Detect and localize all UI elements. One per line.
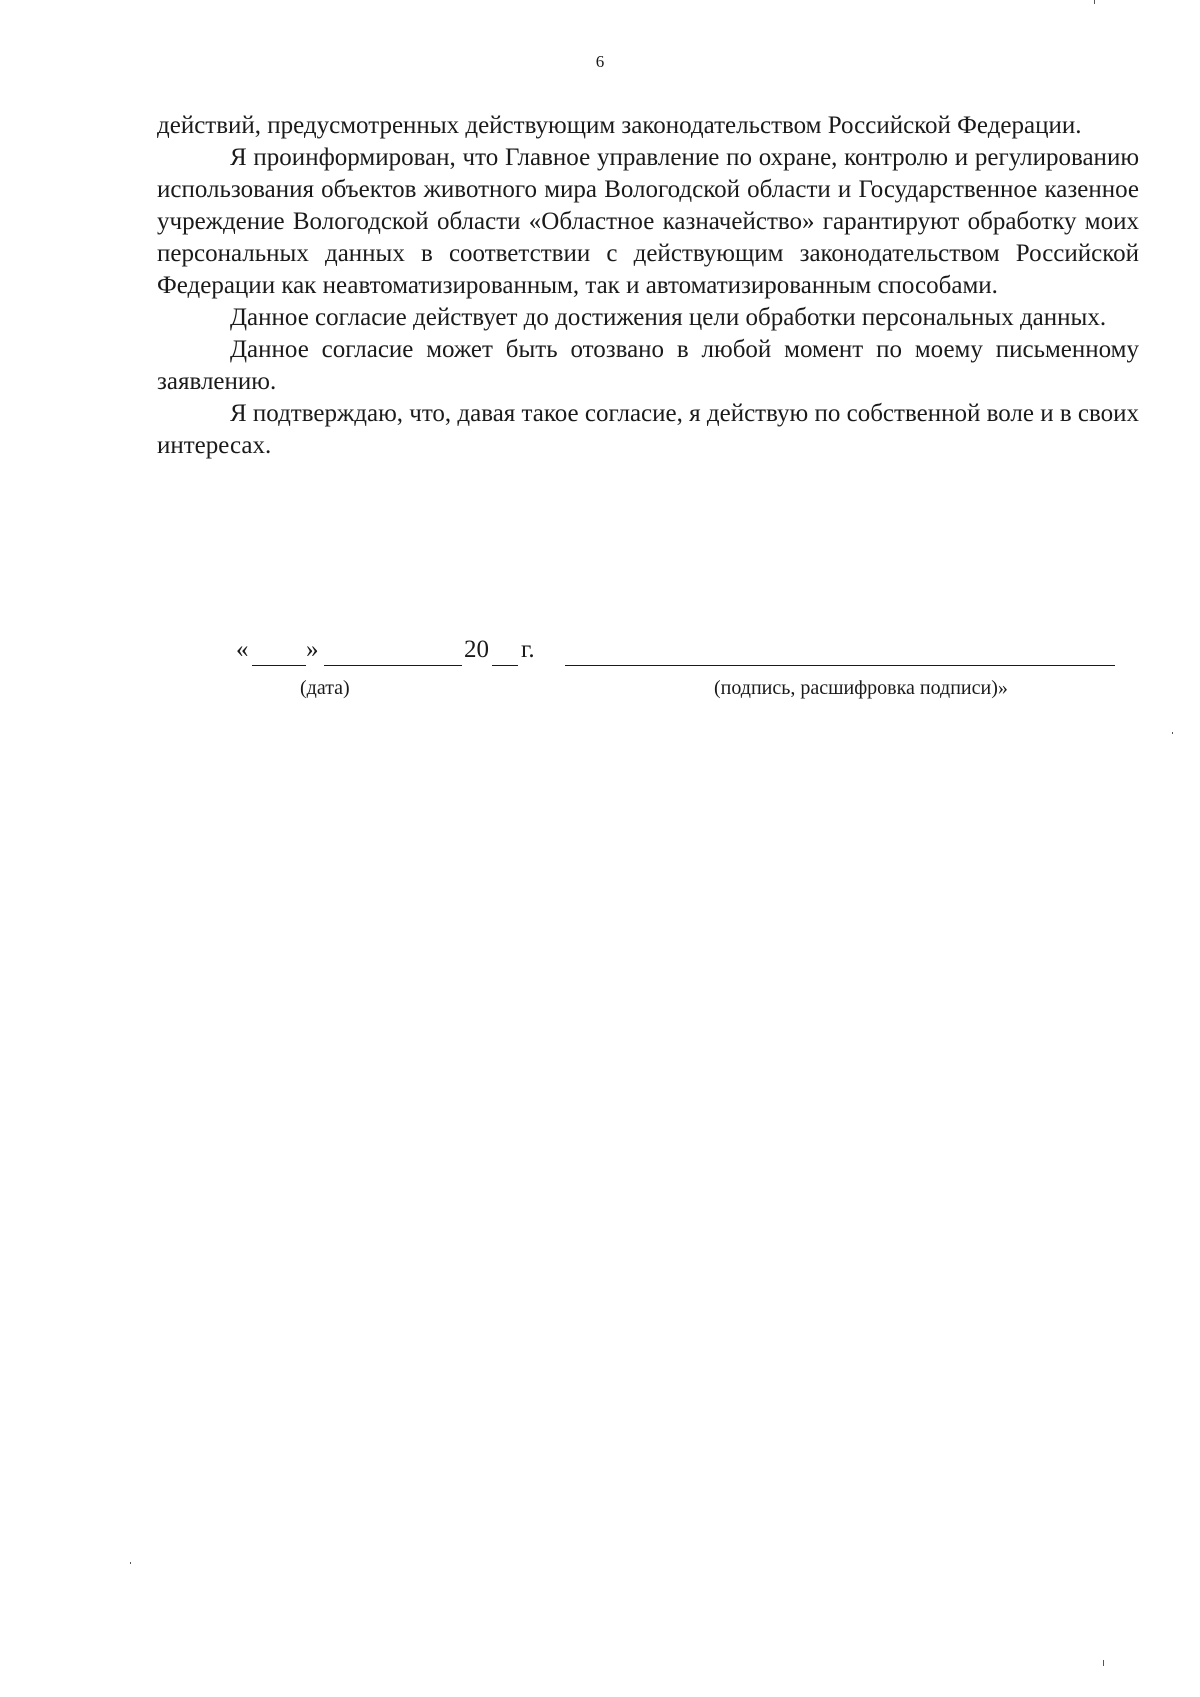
scan-speck bbox=[130, 1562, 131, 1564]
day-blank-line[interactable] bbox=[252, 665, 306, 666]
date-open-quote: « bbox=[236, 636, 249, 663]
consent-text bbox=[157, 110, 1139, 462]
date-close-quote: » bbox=[306, 636, 319, 663]
signature-caption: (подпись, расшифровка подписи)» bbox=[714, 677, 1008, 699]
year-blank-line[interactable] bbox=[492, 665, 518, 666]
signature-blank-line[interactable] bbox=[565, 665, 1115, 666]
year-suffix: г. bbox=[521, 636, 535, 663]
paragraph-processing-guarantee: Я проинформирован, что Главное управление по охране, контролю и регулированию использования объектов животного мира Вологодской области и Государственное казенное учреждение Вологодской области «Областное казначейство» гарантируют обработку моих персональных данных в соответствии с действующим законодательством Российской Федерации как неавтоматизированным, так и автоматизированным способами. bbox=[157, 144, 1139, 299]
paragraph-continuation: действий, предусмотренных действующим законодательством Российской Федерации. bbox=[157, 112, 1082, 139]
date-caption: (дата) bbox=[300, 677, 350, 699]
scan-speck bbox=[1103, 1660, 1104, 1666]
scan-speck bbox=[1172, 732, 1173, 734]
page-number: 6 bbox=[595, 52, 605, 71]
year-prefix: 20 bbox=[464, 636, 489, 663]
signature-row bbox=[0, 634, 1200, 674]
paragraph-consent-duration: Данное согласие действует до достижения цели обработки персональных данных. bbox=[230, 304, 1107, 331]
paragraph-consent-revocation: Данное согласие может быть отозвано в любой момент по моему письменному заявлению. bbox=[157, 336, 1139, 395]
scan-speck bbox=[1094, 0, 1095, 4]
month-blank-line[interactable] bbox=[324, 665, 462, 666]
paragraph-voluntary-confirmation: Я подтверждаю, что, давая такое согласие, я действую по собственной воле и в своих интересах. bbox=[157, 400, 1139, 459]
